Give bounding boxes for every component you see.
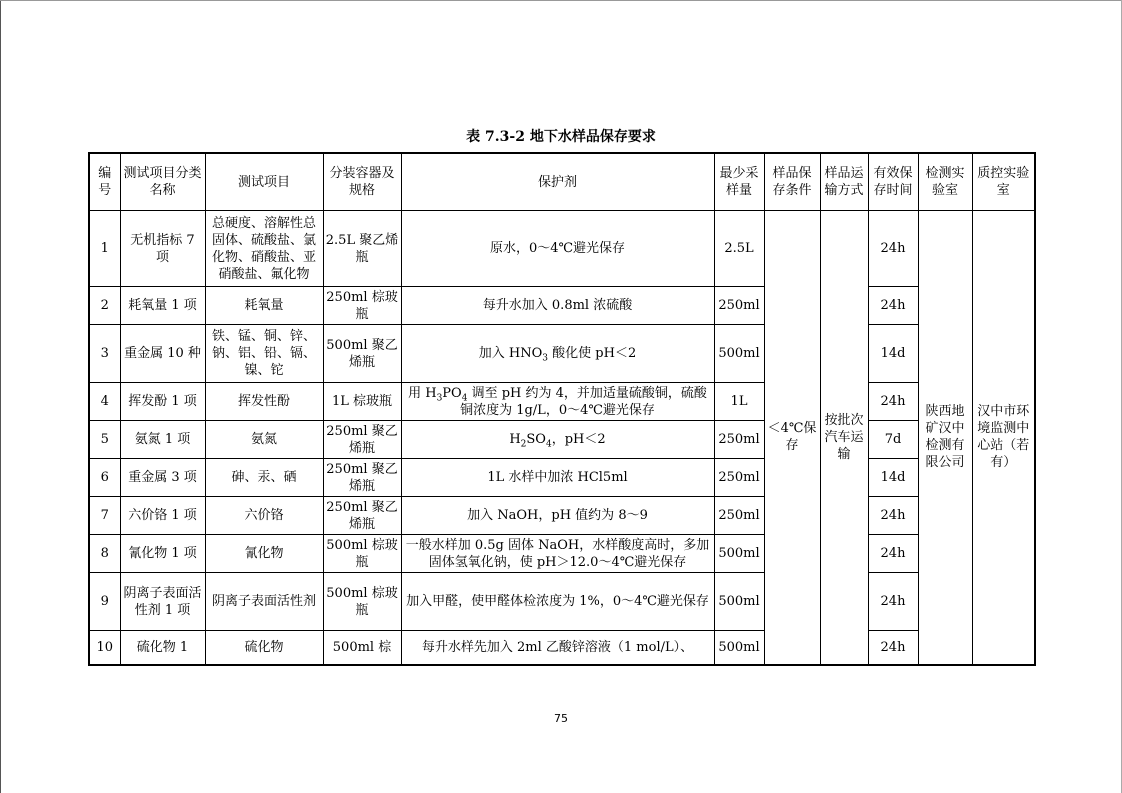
cell-category: 耗氧量 1 项 — [120, 287, 205, 325]
cell-preservative: 一般水样加 0.5g 固体 NaOH，水样酸度高时，多加固体氢氧化钠，使 pH＞12.0～4℃避光保存 — [401, 535, 714, 573]
cell-preservative: 每升水加入 0.8ml 浓硫酸 — [401, 287, 714, 325]
cell-container: 1L 棕玻瓶 — [323, 383, 401, 421]
page-edge-top — [0, 0, 1122, 1]
cell-preservative: 每升水样先加入 2ml 乙酸锌溶液（1 mol/L）、 — [401, 631, 714, 665]
preservative-text: 用 H — [408, 385, 437, 401]
cell-valid-period: 24h — [868, 535, 918, 573]
subscript: 4 — [545, 439, 552, 450]
cell-min-volume: 500ml — [714, 573, 764, 631]
cell-category: 重金属 10 种 — [120, 325, 205, 383]
cell-lab-merged: 陕西地矿汉中检测有限公司 — [918, 211, 972, 665]
preservative-text: PO — [442, 385, 462, 401]
cell-category: 硫化物 1 — [120, 631, 205, 665]
cell-item: 氨氮 — [205, 421, 323, 459]
cell-valid-period: 24h — [868, 211, 918, 287]
cell-category: 挥发酚 1 项 — [120, 383, 205, 421]
subscript: 3 — [436, 393, 443, 404]
table-row — [89, 325, 1035, 383]
cell-category: 氨氮 1 项 — [120, 421, 205, 459]
cell-item: 铁、锰、铜、锌、钠、铝、铅、镉、镍、铊 — [205, 325, 323, 383]
cell-item: 砷、汞、硒 — [205, 459, 323, 497]
header-storage: 样品保存条件 — [764, 153, 820, 211]
table-row — [89, 287, 1035, 325]
cell-valid-period: 24h — [868, 497, 918, 535]
cell-item: 硫化物 — [205, 631, 323, 665]
cell-valid-period: 24h — [868, 573, 918, 631]
cell-min-volume: 500ml — [714, 535, 764, 573]
page-edge-left — [0, 0, 1, 793]
cell-category: 六价铬 1 项 — [120, 497, 205, 535]
subscript: 3 — [542, 353, 549, 364]
table-row — [89, 211, 1035, 287]
subscript: 4 — [461, 393, 468, 404]
header-container: 分装容器及规格 — [323, 153, 401, 211]
cell-min-volume: 500ml — [714, 631, 764, 665]
cell-transport-merged: 按批次汽车运输 — [820, 211, 868, 665]
table-row — [89, 497, 1035, 535]
table-row — [89, 383, 1035, 421]
cell-container: 500ml 棕 — [323, 631, 401, 665]
table-row — [89, 421, 1035, 459]
cell-container: 250ml 棕玻瓶 — [323, 287, 401, 325]
cell-category: 无机指标 7 项 — [120, 211, 205, 287]
header-valid-period: 有效保存时间 — [868, 153, 918, 211]
cell-container: 2.5L 聚乙烯瓶 — [323, 211, 401, 287]
cell-min-volume: 500ml — [714, 325, 764, 383]
cell-no: 1 — [89, 211, 120, 287]
cell-container: 250ml 聚乙烯瓶 — [323, 497, 401, 535]
cell-min-volume: 250ml — [714, 421, 764, 459]
cell-preservative: 加入甲醛，使甲醛体检浓度为 1%，0～4℃避光保存 — [401, 573, 714, 631]
cell-valid-period: 14d — [868, 459, 918, 497]
cell-no: 2 — [89, 287, 120, 325]
cell-min-volume: 250ml — [714, 287, 764, 325]
header-category: 测试项目分类名称 — [120, 153, 205, 211]
cell-container: 500ml 聚乙烯瓶 — [323, 325, 401, 383]
cell-preservative: 原水，0～4℃避光保存 — [401, 211, 714, 287]
cell-item: 六价铬 — [205, 497, 323, 535]
cell-storage-merged: ＜4℃保存 — [764, 211, 820, 665]
header-preservative: 保护剂 — [401, 153, 714, 211]
cell-no: 3 — [89, 325, 120, 383]
preservative-text: 酸化使 pH＜2 — [548, 346, 637, 361]
cell-min-volume: 1L — [714, 383, 764, 421]
table-row — [89, 631, 1035, 665]
preservative-text: 加入 HNO — [478, 346, 543, 361]
cell-no: 8 — [89, 535, 120, 573]
cell-valid-period: 14d — [868, 325, 918, 383]
cell-preservative — [401, 383, 714, 421]
cell-min-volume: 2.5L — [714, 211, 764, 287]
cell-no: 10 — [89, 631, 120, 665]
cell-category: 阴离子表面活性剂 1 项 — [120, 573, 205, 631]
header-qc-lab: 质控实验室 — [972, 153, 1035, 211]
page-number: 75 — [554, 712, 568, 725]
header-transport: 样品运输方式 — [820, 153, 868, 211]
cell-item: 氰化物 — [205, 535, 323, 573]
cell-container: 250ml 聚乙烯瓶 — [323, 421, 401, 459]
preservative-text: 调至 pH 约为 4，并加适量硫酸铜，硫酸铜浓度为 1g/L，0～4℃避光保存 — [460, 385, 707, 418]
header-no: 编号 — [89, 153, 120, 211]
cell-preservative: 加入 NaOH，pH 值约为 8～9 — [401, 497, 714, 535]
cell-no: 9 — [89, 573, 120, 631]
cell-item: 总硬度、溶解性总固体、硫酸盐、氯化物、硝酸盐、亚硝酸盐、氟化物 — [205, 211, 323, 287]
cell-item: 耗氧量 — [205, 287, 323, 325]
cell-preservative — [401, 421, 714, 459]
cell-item: 挥发性酚 — [205, 383, 323, 421]
header-min-volume: 最少采样量 — [714, 153, 764, 211]
cell-valid-period: 24h — [868, 287, 918, 325]
cell-min-volume: 250ml — [714, 497, 764, 535]
cell-no: 5 — [89, 421, 120, 459]
cell-preservative — [401, 325, 714, 383]
cell-container: 500ml 棕玻瓶 — [323, 535, 401, 573]
table-caption: 表 7.3-2 地下水样品保存要求 — [466, 129, 656, 145]
table-row — [89, 459, 1035, 497]
table-row — [89, 573, 1035, 631]
subscript: 2 — [520, 439, 527, 450]
cell-category: 氰化物 1 项 — [120, 535, 205, 573]
preservative-text: H — [509, 432, 521, 447]
header-item: 测试项目 — [205, 153, 323, 211]
cell-no: 7 — [89, 497, 120, 535]
cell-container: 250ml 聚乙烯瓶 — [323, 459, 401, 497]
header-lab: 检测实验室 — [918, 153, 972, 211]
table-row — [89, 535, 1035, 573]
cell-container: 500ml 棕玻瓶 — [323, 573, 401, 631]
cell-valid-period: 7d — [868, 421, 918, 459]
cell-min-volume: 250ml — [714, 459, 764, 497]
cell-no: 6 — [89, 459, 120, 497]
sample-preservation-table — [88, 152, 1036, 666]
cell-valid-period: 24h — [868, 631, 918, 665]
cell-preservative: 1L 水样中加浓 HCl5ml — [401, 459, 714, 497]
cell-qc-lab-merged: 汉中市环境监测中心站（若有） — [972, 211, 1035, 665]
cell-item: 阴离子表面活性剂 — [205, 573, 323, 631]
cell-valid-period: 24h — [868, 383, 918, 421]
preservative-text: ，pH＜2 — [551, 432, 606, 447]
preservative-text: SO — [526, 432, 546, 447]
cell-no: 4 — [89, 383, 120, 421]
cell-category: 重金属 3 项 — [120, 459, 205, 497]
header-row — [89, 153, 1035, 211]
